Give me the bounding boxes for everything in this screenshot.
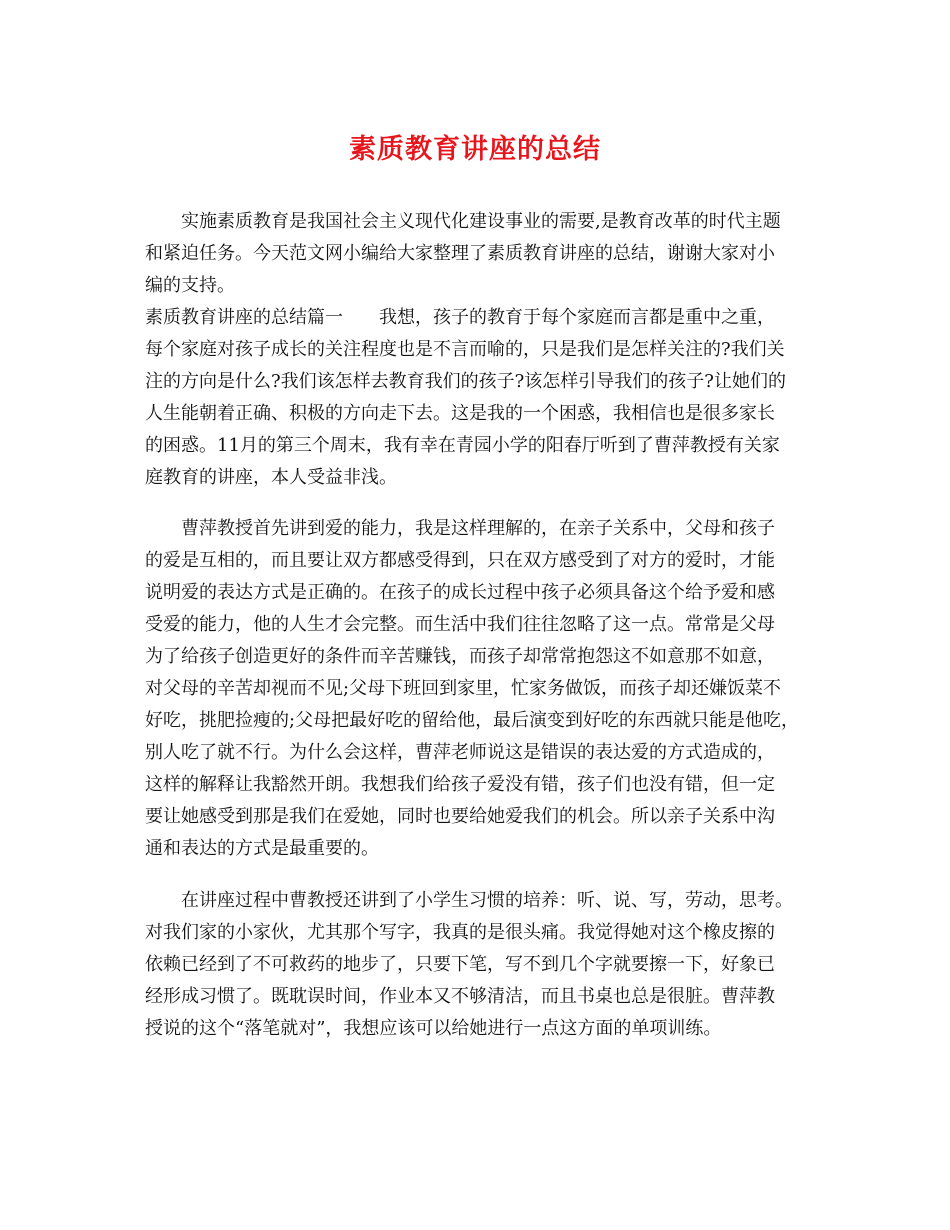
paragraph-line: 说明爱的表达方式是正确的。在孩子的成长过程中孩子必须具备这个给予爱和感 [145, 582, 775, 603]
document-title: 素质教育讲座的总结 [349, 134, 601, 165]
paragraph-line: 在讲座过程中曹教授还讲到了小学生习惯的培养：听、说、写，劳动，思考。 [181, 890, 793, 911]
paragraph-line: 对我们家的小家伙，尤其那个写字，我真的是很头痛。我觉得她对这个橡皮擦的 [145, 922, 775, 943]
paragraph-line: 通和表达的方式是最重要的。 [145, 838, 379, 859]
paragraph-line: 编的支持。 [145, 275, 235, 296]
paragraph-line: 这样的解释让我豁然开朗。我想我们给孩子爱没有错，孩子们也没有错，但一定 [145, 774, 775, 795]
paragraph-line: 注的方向是什么?我们该怎样去教育我们的孩子?该怎样引导我们的孩子?让她们的 [145, 371, 786, 392]
paragraph-line: 经形成习惯了。既耽误时间，作业本又不够清洁，而且书桌也总是很脏。曹萍教 [145, 986, 775, 1007]
paragraph-line: 对父母的辛苦却视而不见;父母下班回到家里，忙家务做饭，而孩子却还嫌饭菜不 [145, 678, 782, 699]
paragraph-line: 的爱是互相的，而且要让双方都感受得到，只在双方感受到了对方的爱时，才能 [145, 550, 775, 571]
paragraph-line: 好吃，挑肥捡瘦的;父母把最好吃的留给他，最后演变到好吃的东西就只能是他吃， [145, 710, 800, 731]
paragraph-line: 要让她感受到那是我们在爱她，同时也要给她爱我们的机会。所以亲子关系中沟 [145, 806, 775, 827]
paragraph-line: 曹萍教授首先讲到爱的能力，我是这样理解的，在亲子关系中，父母和孩子 [181, 518, 775, 539]
paragraph-line: 人生能朝着正确、积极的方向走下去。这是我的一个困惑，我相信也是很多家长 [145, 403, 775, 424]
paragraph-line: 每个家庭对孩子成长的关注程度也是不言而喻的，只是我们是怎样关注的?我们关 [145, 339, 785, 360]
paragraph-line: 的困惑。11月的第三个周末，我有幸在青园小学的阳春厅听到了曹萍教授有关家 [145, 435, 780, 456]
paragraph-line: 授说的这个“落笔就对”，我想应该可以给她进行一点这方面的单项训练。 [145, 1018, 722, 1039]
paragraph-line: 为了给孩子创造更好的条件而辛苦赚钱，而孩子却常常抱怨这不如意那不如意， [145, 646, 775, 667]
paragraph-line: 受爱的能力，他的人生才会完整。而生活中我们往往忽略了这一点。常常是父母 [145, 614, 775, 635]
paragraph-line: 和紧迫任务。今天范文网小编给大家整理了素质教育讲座的总结，谢谢大家对小 [145, 243, 775, 264]
paragraph-line: 庭教育的讲座，本人受益非浅。 [145, 467, 397, 488]
paragraph-line: 实施素质教育是我国社会主义现代化建设事业的需要,是教育改革的时代主题 [181, 211, 781, 232]
paragraph-line: 别人吃了就不行。为什么会这样，曹萍老师说这是错误的表达爱的方式造成的， [145, 742, 775, 763]
paragraph-line: 依赖已经到了不可救药的地步了，只要下笔，写不到几个字就要擦一下，好象已 [145, 954, 775, 975]
paragraph-line: 素质教育讲座的总结篇一 我想，孩子的教育于每个家庭而言都是重中之重， [145, 307, 775, 328]
